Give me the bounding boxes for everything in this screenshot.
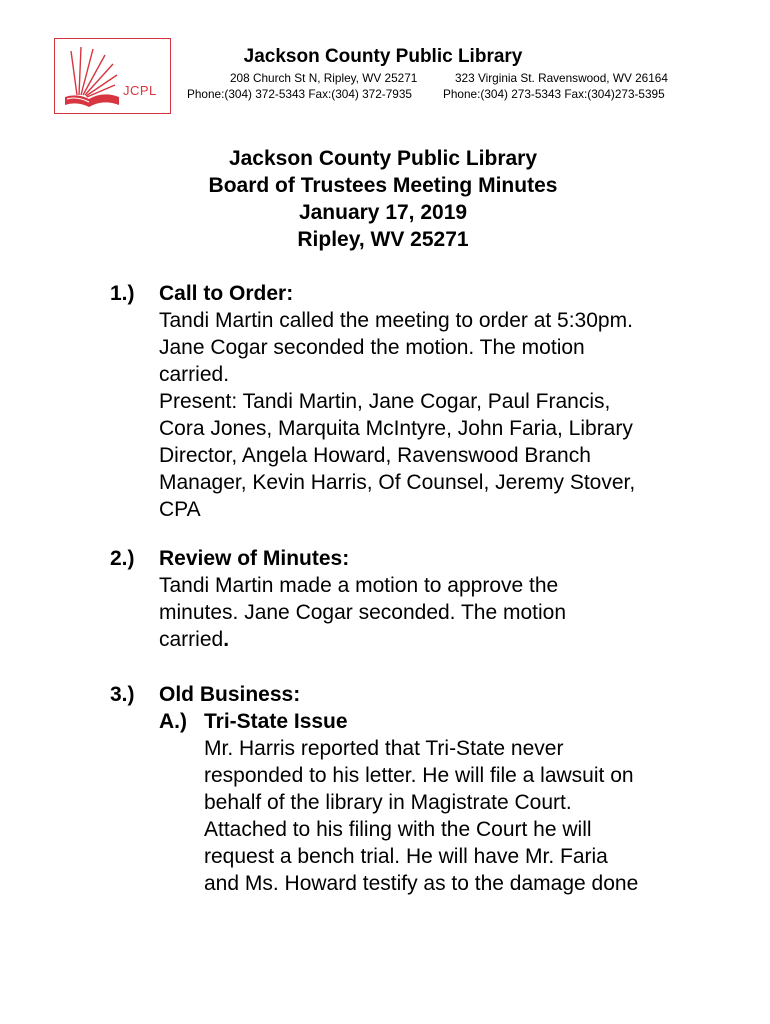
section-number: 2.) xyxy=(110,547,135,570)
subsection-number: A.) xyxy=(159,710,187,733)
text-line: minutes. Jane Cogar seconded. The motion xyxy=(159,601,567,624)
section-body xyxy=(159,280,719,523)
logo-text: JCPL xyxy=(123,83,157,98)
text-line: Attached to his filing with the Court he will xyxy=(204,818,592,841)
section-body xyxy=(159,545,719,653)
section-number: 1.) xyxy=(110,282,135,305)
section-number: 3.) xyxy=(110,683,135,706)
section-heading: Old Business: xyxy=(159,683,301,706)
section-heading: Review of Minutes: xyxy=(159,547,350,570)
text-line: CPA xyxy=(159,498,201,521)
subsection-tri-state xyxy=(159,708,719,897)
text-line: request a bench trial. He will have Mr. Faria xyxy=(204,845,608,868)
text-line: Jane Cogar seconded the motion. The motion xyxy=(159,336,585,359)
text-line: Present: Tandi Martin, Jane Cogar, Paul Francis, xyxy=(159,390,611,413)
text-line-content: carried xyxy=(159,628,224,651)
address-ripley: 208 Church St N, Ripley, WV 25271 xyxy=(230,71,418,85)
text-line: responded to his letter. He will file a lawsuit on xyxy=(204,764,634,787)
document-title xyxy=(0,145,768,253)
text-line: Director, Angela Howard, Ravenswood Branch xyxy=(159,444,591,467)
title-line-3-date: January 17, 2019 xyxy=(298,201,468,224)
section-heading: Call to Order: xyxy=(159,282,294,305)
subsection-heading: Tri-State Issue xyxy=(204,710,348,733)
text-line: and Ms. Howard testify as to the damage done xyxy=(204,872,639,895)
address-ravenswood: 323 Virginia St. Ravenswood, WV 26164 xyxy=(455,71,668,85)
text-line: Mr. Harris reported that Tri-State never xyxy=(204,737,564,760)
text-line: Manager, Kevin Harris, Of Counsel, Jeremy Stover, xyxy=(159,471,636,494)
trailing-period: . xyxy=(223,628,230,651)
phone-ripley: Phone:(304) 372-5343 Fax:(304) 372-7935 xyxy=(187,87,412,101)
text-line: Cora Jones, Marquita McIntyre, John Faria, Library xyxy=(159,417,633,440)
text-line: behalf of the library in Magistrate Court. xyxy=(204,791,572,814)
text-line: carried. xyxy=(159,363,230,386)
text-line: Tandi Martin made a motion to approve the xyxy=(159,574,559,597)
title-line-1: Jackson County Public Library xyxy=(228,147,538,170)
title-line-2: Board of Trustees Meeting Minutes xyxy=(208,174,558,197)
text-line: Tandi Martin called the meeting to order at 5:30pm. xyxy=(159,309,633,332)
title-line-4-location: Ripley, WV 25271 xyxy=(297,228,469,251)
phone-ravenswood: Phone:(304) 273-5343 Fax:(304)273-5395 xyxy=(443,87,665,101)
letterhead-library-name: Jackson County Public Library xyxy=(243,46,523,67)
text-line-last xyxy=(159,626,719,653)
subsection-body xyxy=(204,708,719,897)
section-body xyxy=(159,681,719,897)
